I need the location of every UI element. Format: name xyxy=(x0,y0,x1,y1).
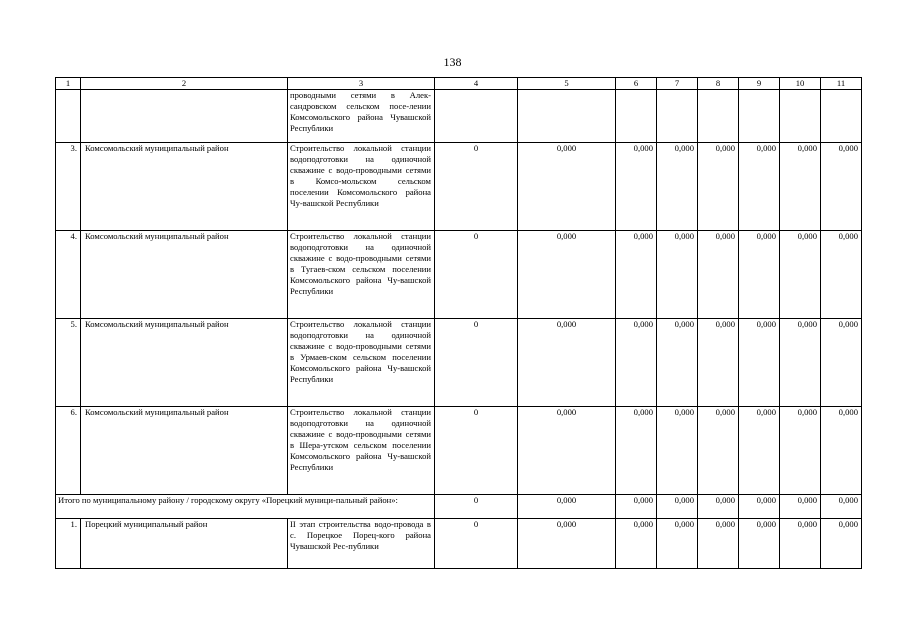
cell-value: 0,000 xyxy=(739,231,780,319)
cell-value: 0,000 xyxy=(698,407,739,495)
column-number-row xyxy=(56,78,862,90)
cell-value: 0,000 xyxy=(821,143,862,231)
project-description: Строительство локальной станции водоподготовки на одиночной скважине с водо-проводными сетями в Комсо-мольском сельском поселении Комсомольского района Чу-вашской Республики xyxy=(288,143,435,231)
cell-value: 0,000 xyxy=(616,495,657,519)
cell-value: 0,000 xyxy=(518,495,616,519)
cell-value: 0,000 xyxy=(821,319,862,407)
column-number: 5 xyxy=(518,78,616,90)
cell-value: 0,000 xyxy=(739,519,780,569)
district-name: Комсомольский муниципальный район xyxy=(81,407,288,495)
cell-value: 0,000 xyxy=(518,319,616,407)
project-description: II этап строительства водо-провода в с. Порецкое Порец-кого района Чувашской Рес-публики xyxy=(288,519,435,569)
cell-value: 0,000 xyxy=(616,143,657,231)
column-number: 7 xyxy=(657,78,698,90)
row-number: 4. xyxy=(56,231,81,319)
cell-value: 0,000 xyxy=(616,519,657,569)
cell-value: 0,000 xyxy=(698,231,739,319)
cell-value: 0,000 xyxy=(657,495,698,519)
cell-value: 0,000 xyxy=(518,407,616,495)
row-number: 1. xyxy=(56,519,81,569)
cell-value: 0,000 xyxy=(821,231,862,319)
district-name: Порецкий муниципальный район xyxy=(81,519,288,569)
column-number: 8 xyxy=(698,78,739,90)
cell-value: 0,000 xyxy=(739,407,780,495)
cell-value: 0,000 xyxy=(657,231,698,319)
cell-value: 0,000 xyxy=(616,231,657,319)
cell-value: 0,000 xyxy=(657,143,698,231)
cell-value: 0,000 xyxy=(821,519,862,569)
column-number: 9 xyxy=(739,78,780,90)
cell-value: 0 xyxy=(435,495,518,519)
column-number: 4 xyxy=(435,78,518,90)
column-number: 1 xyxy=(56,78,81,90)
cell-value: 0,000 xyxy=(657,319,698,407)
page-number: 138 xyxy=(443,55,462,69)
column-number: 6 xyxy=(616,78,657,90)
column-number: 10 xyxy=(780,78,821,90)
table-row xyxy=(56,143,862,231)
table-row xyxy=(56,231,862,319)
cell-value: 0,000 xyxy=(780,519,821,569)
cell-value: 0 xyxy=(435,319,518,407)
row-number: 5. xyxy=(56,319,81,407)
total-label: Итого по муниципальному району / городскому округу «Порецкий муници-пальный район»: xyxy=(56,495,435,519)
cell-value: 0,000 xyxy=(821,495,862,519)
row-number: 6. xyxy=(56,407,81,495)
table-row xyxy=(56,519,862,569)
district-name: Комсомольский муниципальный район xyxy=(81,231,288,319)
column-number: 11 xyxy=(821,78,862,90)
cell-value: 0,000 xyxy=(616,407,657,495)
project-description: Строительство локальной станции водоподготовки на одиночной скважине с водо-проводными сетями в Тугаев-ском сельском поселении Комсомольского района Чу-вашской Республики xyxy=(288,231,435,319)
cell-value: 0,000 xyxy=(780,319,821,407)
row-number: 3. xyxy=(56,143,81,231)
cell-value: 0 xyxy=(435,407,518,495)
district-name: Комсомольский муниципальный район xyxy=(81,143,288,231)
cell-value: 0,000 xyxy=(698,143,739,231)
column-number: 2 xyxy=(81,78,288,90)
cell-value: 0,000 xyxy=(698,519,739,569)
project-description: проводными сетями в Алек-сандровском сельском посе-лении Комсомольского района Чувашской Республики xyxy=(288,90,435,143)
cell-value: 0,000 xyxy=(698,319,739,407)
cell-value: 0,000 xyxy=(616,319,657,407)
cell-value: 0 xyxy=(435,231,518,319)
cell-value: 0,000 xyxy=(698,495,739,519)
cell-value: 0,000 xyxy=(518,143,616,231)
project-description: Строительство локальной станции водоподготовки на одиночной скважине с водо-проводными сетями в Урмаев-ском сельском поселении Комсомольского района Чу-вашской Республики xyxy=(288,319,435,407)
investment-table xyxy=(55,77,862,569)
cell-value: 0,000 xyxy=(780,407,821,495)
cell-value: 0,000 xyxy=(780,495,821,519)
table-row xyxy=(56,319,862,407)
cell-value: 0,000 xyxy=(739,143,780,231)
cell-value: 0,000 xyxy=(518,519,616,569)
cell-value: 0,000 xyxy=(739,319,780,407)
cell-value: 0,000 xyxy=(657,407,698,495)
table-row xyxy=(56,407,862,495)
total-row xyxy=(56,495,862,519)
cell-value: 0,000 xyxy=(780,143,821,231)
cell-value: 0,000 xyxy=(518,231,616,319)
cell-value: 0 xyxy=(435,143,518,231)
cell-value: 0,000 xyxy=(739,495,780,519)
column-number: 3 xyxy=(288,78,435,90)
continuation-row xyxy=(56,90,862,143)
cell-value: 0 xyxy=(435,519,518,569)
cell-value: 0,000 xyxy=(657,519,698,569)
project-description: Строительство локальной станции водоподготовки на одиночной скважине с водо-проводными сетями в Шера-утском сельском поселении Комсомольского района Чу-вашской Республики xyxy=(288,407,435,495)
cell-value: 0,000 xyxy=(780,231,821,319)
cell-value: 0,000 xyxy=(821,407,862,495)
district-name: Комсомольский муниципальный район xyxy=(81,319,288,407)
